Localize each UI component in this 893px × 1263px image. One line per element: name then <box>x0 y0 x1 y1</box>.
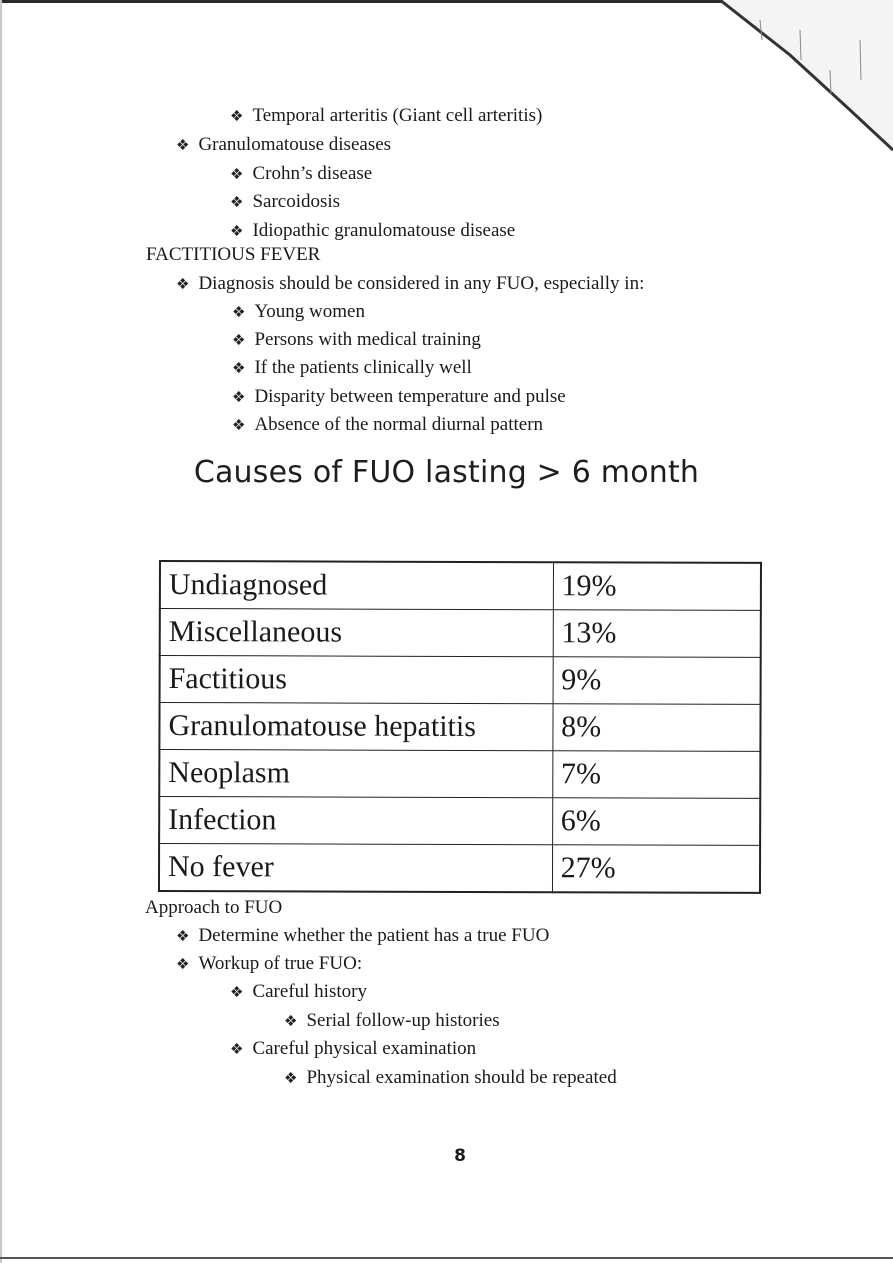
page-number: 8 <box>454 1146 466 1166</box>
cause-cell: Granulomatouse hepatitis <box>159 703 552 751</box>
list-item-text: Idiopathic granulomatouse disease <box>252 220 516 241</box>
list-item <box>284 1066 617 1091</box>
percent-cell: 27% <box>552 845 760 893</box>
percent-cell: 13% <box>553 610 761 658</box>
bullet-icon: ❖ <box>230 167 244 183</box>
list-item-text: Careful history <box>252 981 367 1002</box>
table-row <box>159 750 760 799</box>
table-row <box>160 656 761 705</box>
section-title-factitious-fever: FACTITIOUS FEVER <box>146 244 321 265</box>
list-item <box>230 190 340 215</box>
list-item-text: Sarcoidosis <box>252 191 341 212</box>
bullet-icon: ❖ <box>232 333 246 349</box>
table-heading: Causes of FUO lasting > 6 month <box>193 455 700 490</box>
page-fold-shadow <box>700 0 893 160</box>
bullet-icon: ❖ <box>232 390 246 406</box>
list-item <box>230 104 542 129</box>
list-item <box>232 328 481 353</box>
cause-cell: Neoplasm <box>159 750 552 798</box>
percent-cell: 7% <box>552 751 760 799</box>
list-item <box>232 413 543 438</box>
list-item-text: Temporal arteritis (Giant cell arteritis) <box>252 105 543 126</box>
bullet-icon: ❖ <box>176 277 190 293</box>
bullet-icon: ❖ <box>176 138 190 154</box>
list-item-text: Young women <box>254 301 365 322</box>
list-item-text: Diagnosis should be considered in any FUO, especially in: <box>198 273 645 294</box>
percent-cell: 9% <box>553 657 761 705</box>
list-item-text: Granulomatouse diseases <box>198 134 392 155</box>
cause-cell: Undiagnosed <box>160 561 553 610</box>
bullet-icon: ❖ <box>232 418 246 434</box>
causes-table-body <box>159 561 761 893</box>
list-item <box>176 924 549 949</box>
list-item-text: Careful physical examination <box>252 1038 477 1059</box>
list-item-text: Disparity between temperature and pulse <box>254 386 566 407</box>
list-item <box>232 385 566 410</box>
section-title-approach: Approach to FUO <box>145 897 283 918</box>
list-item <box>230 1037 476 1062</box>
bullet-icon: ❖ <box>232 361 246 377</box>
bullet-icon: ❖ <box>230 985 244 1001</box>
cause-cell: No fever <box>159 844 552 893</box>
table-row <box>160 609 761 658</box>
percent-cell: 8% <box>553 704 761 752</box>
list-item <box>230 219 515 244</box>
table-row <box>159 844 760 893</box>
list-item <box>232 356 472 381</box>
bullet-icon: ❖ <box>232 305 246 321</box>
percent-cell: 19% <box>553 562 761 610</box>
list-item-text: Serial follow-up histories <box>306 1010 500 1031</box>
table-row <box>159 703 760 752</box>
list-item <box>230 980 367 1005</box>
causes-table <box>158 560 762 894</box>
cause-cell: Infection <box>159 797 552 845</box>
list-item-text: Workup of true FUO: <box>198 953 363 974</box>
list-item-text: If the patients clinically well <box>254 357 472 378</box>
percent-cell: 6% <box>552 798 760 846</box>
cause-cell: Factitious <box>160 656 553 704</box>
list-item-text: Persons with medical training <box>254 329 481 350</box>
list-item <box>176 133 391 158</box>
list-item-text: Determine whether the patient has a true FUO <box>198 925 550 946</box>
list-item <box>230 162 372 187</box>
bullet-icon: ❖ <box>284 1071 298 1087</box>
bullet-icon: ❖ <box>230 109 244 125</box>
list-item <box>284 1009 500 1034</box>
scan-edge-left <box>0 0 2 1263</box>
bullet-icon: ❖ <box>230 224 244 240</box>
list-item-text: Crohn’s disease <box>252 163 373 184</box>
scan-edge-bottom <box>0 1257 893 1259</box>
table-row <box>159 797 760 846</box>
list-item <box>176 272 644 297</box>
bullet-icon: ❖ <box>284 1014 298 1030</box>
list-item <box>176 952 362 977</box>
cause-cell: Miscellaneous <box>160 609 553 657</box>
bullet-icon: ❖ <box>176 929 190 945</box>
bullet-icon: ❖ <box>176 957 190 973</box>
list-item-text: Absence of the normal diurnal pattern <box>254 414 544 435</box>
bullet-icon: ❖ <box>230 195 244 211</box>
list-item <box>232 300 365 325</box>
table-row <box>160 561 761 610</box>
list-item-text: Physical examination should be repeated <box>306 1067 617 1088</box>
bullet-icon: ❖ <box>230 1042 244 1058</box>
